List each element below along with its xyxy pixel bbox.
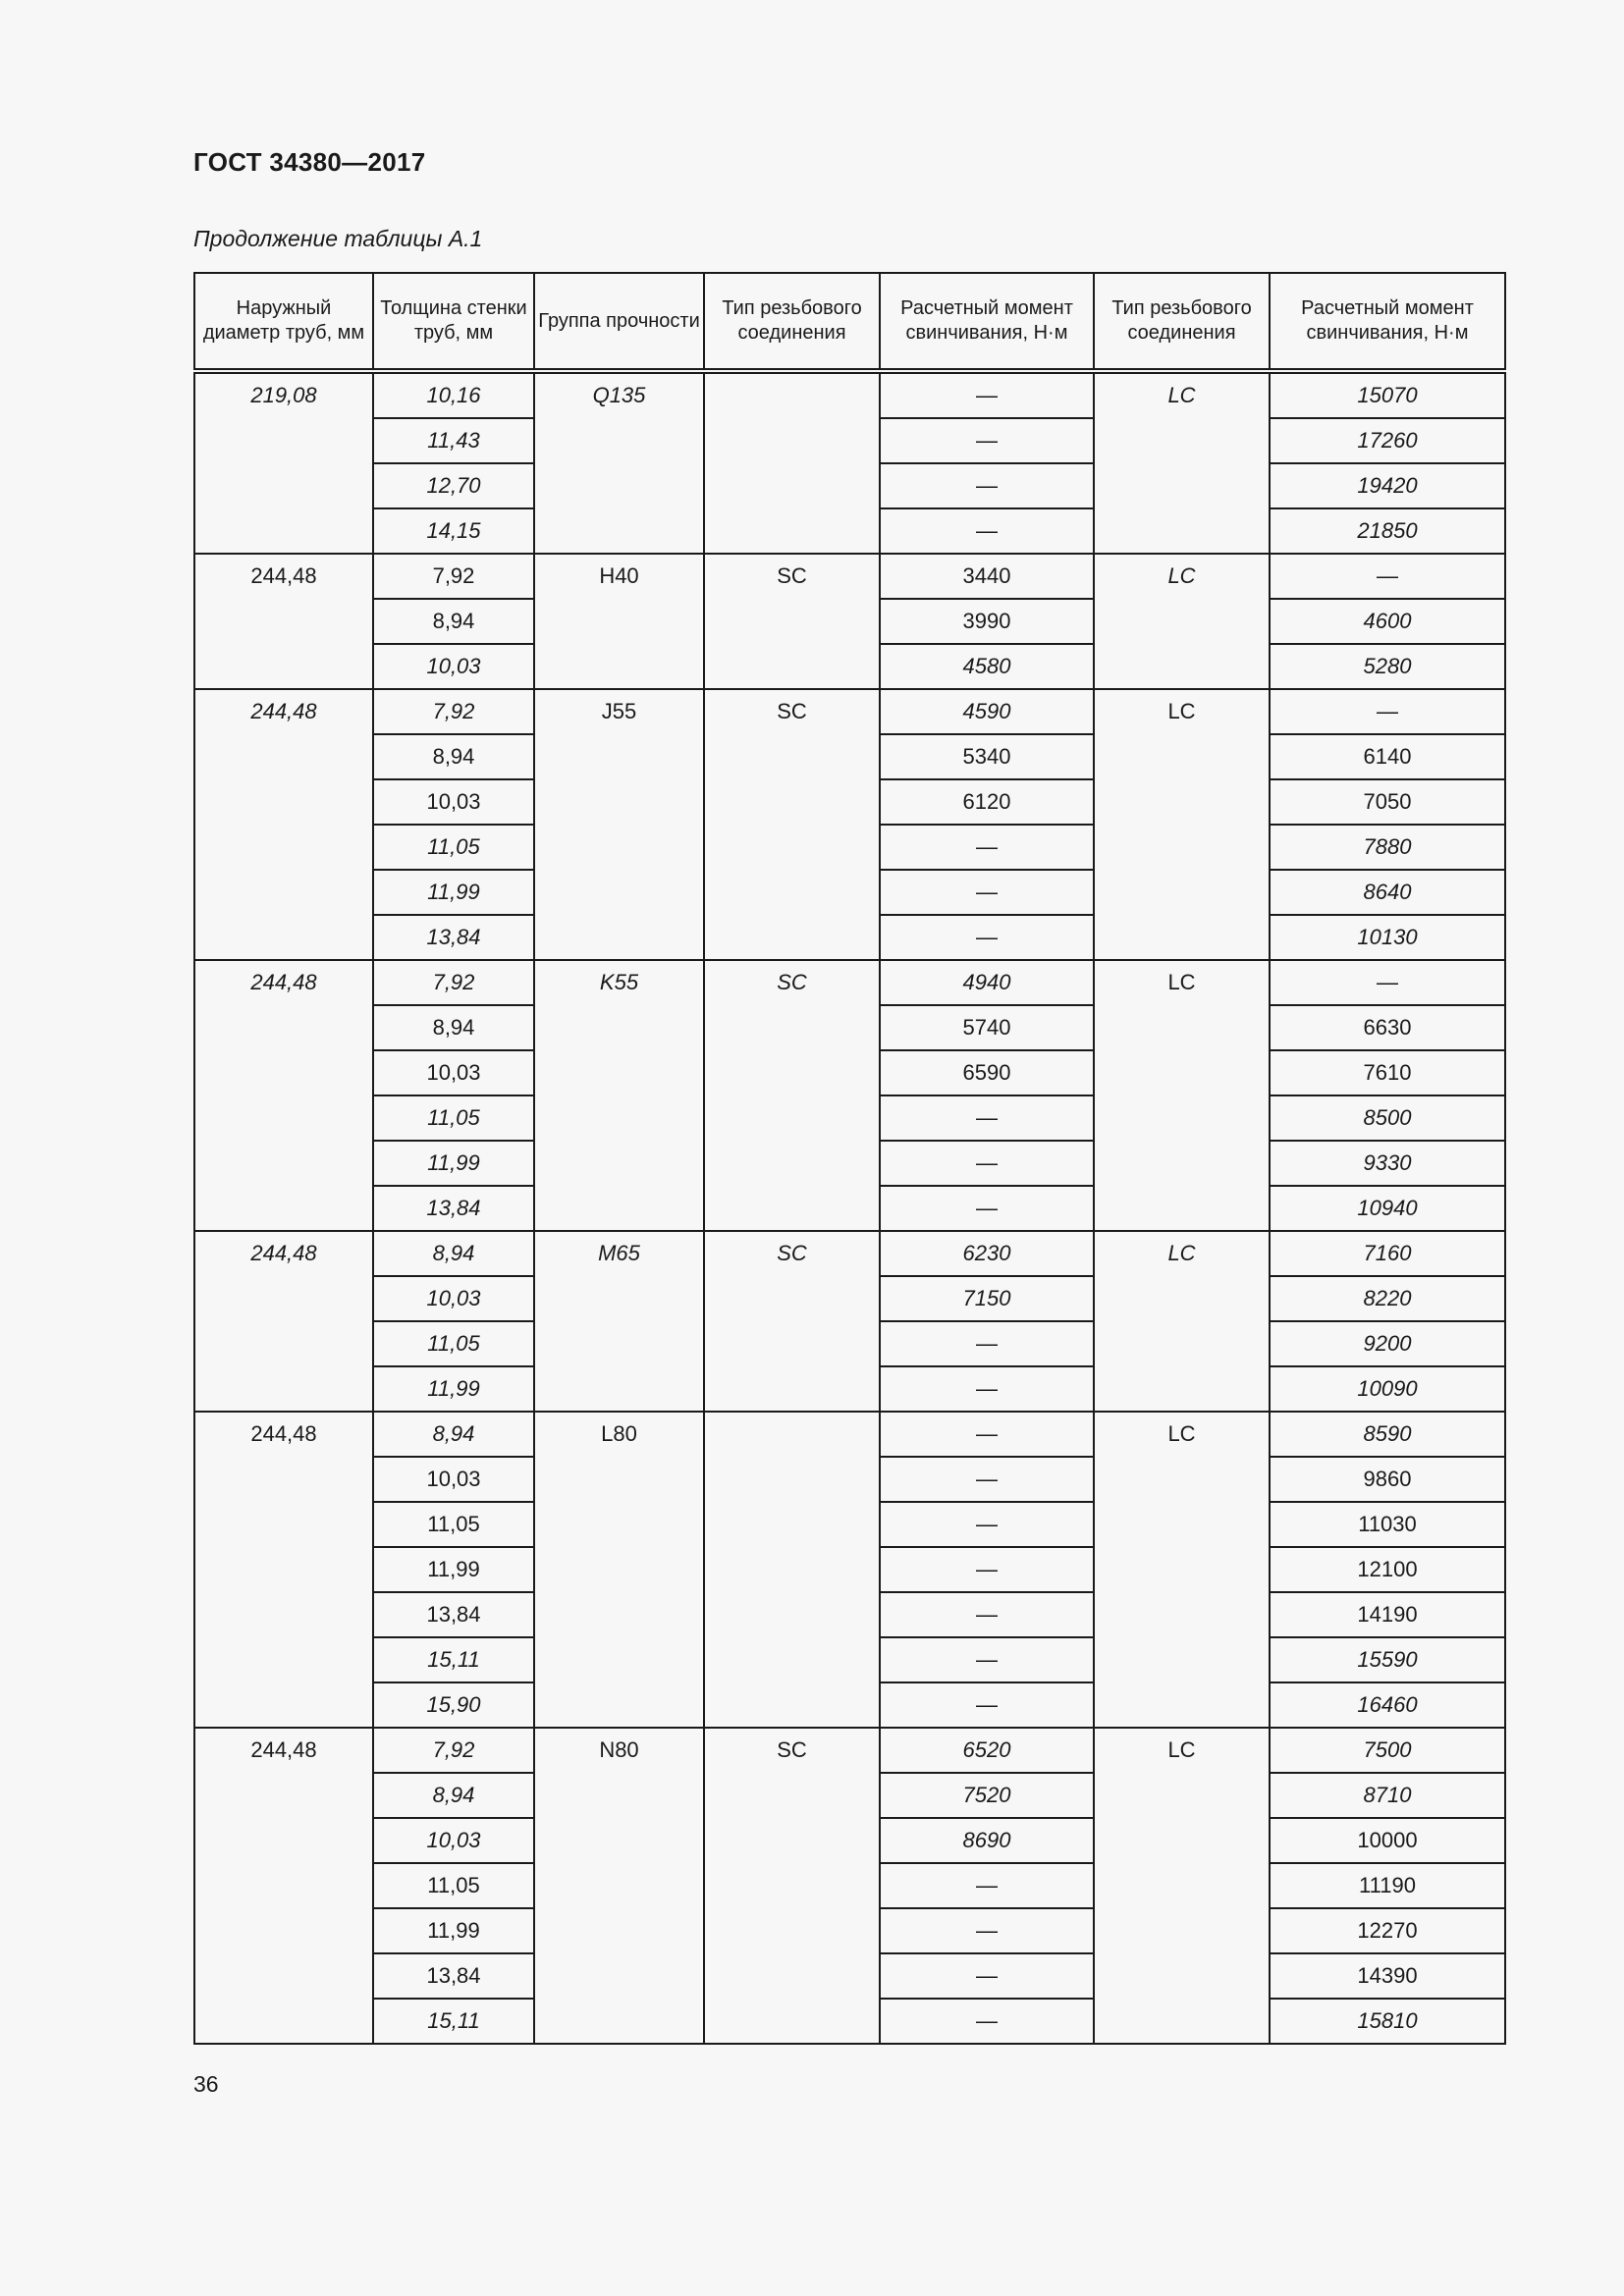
makeup-torque-2-cell: 12100: [1270, 1547, 1505, 1592]
wall-thickness-cell: 11,99: [373, 870, 534, 915]
thread-type-2-cell: LC: [1094, 960, 1270, 1231]
makeup-torque-1-cell: 7520: [880, 1773, 1094, 1818]
makeup-torque-1-cell: 6520: [880, 1728, 1094, 1773]
thread-type-1-cell: SC: [704, 960, 880, 1231]
makeup-torque-1-cell: —: [880, 1095, 1094, 1141]
makeup-torque-1-cell: —: [880, 1502, 1094, 1547]
wall-thickness-cell: 15,11: [373, 1999, 534, 2044]
wall-thickness-cell: 15,90: [373, 1682, 534, 1728]
table-row: [194, 1412, 1505, 1457]
makeup-torque-1-cell: —: [880, 870, 1094, 915]
wall-thickness-cell: 11,99: [373, 1908, 534, 1953]
makeup-torque-2-cell: 15070: [1270, 371, 1505, 418]
wall-thickness-cell: 14,15: [373, 508, 534, 554]
wall-thickness-cell: 10,16: [373, 371, 534, 418]
wall-thickness-cell: 8,94: [373, 599, 534, 644]
outer-diameter-cell: 244,48: [194, 1728, 373, 2044]
makeup-torque-2-cell: 21850: [1270, 508, 1505, 554]
thread-type-1-cell: SC: [704, 1728, 880, 2044]
makeup-torque-2-cell: 15590: [1270, 1637, 1505, 1682]
strength-grade-cell: J55: [534, 689, 704, 960]
makeup-torque-2-cell: 10090: [1270, 1366, 1505, 1412]
thread-type-2-cell: LC: [1094, 1412, 1270, 1728]
makeup-torque-2-cell: 4600: [1270, 599, 1505, 644]
makeup-torque-1-cell: —: [880, 1547, 1094, 1592]
makeup-torque-1-cell: —: [880, 371, 1094, 418]
thread-type-2-cell: LC: [1094, 1728, 1270, 2044]
thread-type-1-cell: SC: [704, 1231, 880, 1412]
makeup-torque-2-cell: 9330: [1270, 1141, 1505, 1186]
header-makeup-torque-2: Расчетный момент свинчивания, Н·м: [1270, 273, 1505, 371]
thread-type-2-cell: LC: [1094, 689, 1270, 960]
thread-type-1-cell: SC: [704, 554, 880, 689]
makeup-torque-1-cell: 3440: [880, 554, 1094, 599]
outer-diameter-cell: 244,48: [194, 554, 373, 689]
makeup-torque-2-cell: 8220: [1270, 1276, 1505, 1321]
makeup-torque-1-cell: —: [880, 1999, 1094, 2044]
makeup-torque-2-cell: 19420: [1270, 463, 1505, 508]
thread-type-2-cell: LC: [1094, 554, 1270, 689]
header-thread-type-2: Тип резьбового соединения: [1094, 273, 1270, 371]
thread-type-1-cell: [704, 371, 880, 554]
wall-thickness-cell: 8,94: [373, 1412, 534, 1457]
wall-thickness-cell: 11,99: [373, 1141, 534, 1186]
makeup-torque-2-cell: 12270: [1270, 1908, 1505, 1953]
makeup-torque-2-cell: 5280: [1270, 644, 1505, 689]
makeup-torque-1-cell: 3990: [880, 599, 1094, 644]
wall-thickness-cell: 10,03: [373, 1050, 534, 1095]
table-row: [194, 1728, 1505, 1773]
strength-grade-cell: Q135: [534, 371, 704, 554]
makeup-torque-2-cell: 6140: [1270, 734, 1505, 779]
makeup-torque-2-cell: 8590: [1270, 1412, 1505, 1457]
makeup-torque-2-cell: 15810: [1270, 1999, 1505, 2044]
makeup-torque-1-cell: 7150: [880, 1276, 1094, 1321]
makeup-torque-2-cell: —: [1270, 554, 1505, 599]
wall-thickness-cell: 7,92: [373, 960, 534, 1005]
makeup-torque-1-cell: —: [880, 915, 1094, 960]
makeup-torque-1-cell: —: [880, 1457, 1094, 1502]
wall-thickness-cell: 8,94: [373, 1231, 534, 1276]
wall-thickness-cell: 10,03: [373, 1457, 534, 1502]
makeup-torque-2-cell: 16460: [1270, 1682, 1505, 1728]
makeup-torque-2-cell: —: [1270, 960, 1505, 1005]
makeup-torque-1-cell: —: [880, 1321, 1094, 1366]
makeup-torque-1-cell: 4940: [880, 960, 1094, 1005]
makeup-torque-2-cell: 10940: [1270, 1186, 1505, 1231]
makeup-torque-2-cell: 6630: [1270, 1005, 1505, 1050]
makeup-torque-1-cell: —: [880, 508, 1094, 554]
strength-grade-cell: L80: [534, 1412, 704, 1728]
makeup-torque-1-cell: 6120: [880, 779, 1094, 825]
header-makeup-torque-1: Расчетный момент свинчивания, Н·м: [880, 273, 1094, 371]
makeup-torque-1-cell: —: [880, 825, 1094, 870]
strength-grade-cell: N80: [534, 1728, 704, 2044]
makeup-torque-2-cell: 10000: [1270, 1818, 1505, 1863]
makeup-torque-2-cell: 9200: [1270, 1321, 1505, 1366]
makeup-torque-2-cell: 14190: [1270, 1592, 1505, 1637]
makeup-torque-1-cell: —: [880, 1141, 1094, 1186]
header-strength-grade: Группа прочности: [534, 273, 704, 371]
makeup-torque-1-cell: —: [880, 1592, 1094, 1637]
wall-thickness-cell: 7,92: [373, 554, 534, 599]
wall-thickness-cell: 13,84: [373, 1953, 534, 1999]
strength-grade-cell: H40: [534, 554, 704, 689]
makeup-torque-2-cell: 9860: [1270, 1457, 1505, 1502]
wall-thickness-cell: 8,94: [373, 734, 534, 779]
makeup-torque-1-cell: —: [880, 1186, 1094, 1231]
makeup-torque-2-cell: 7050: [1270, 779, 1505, 825]
wall-thickness-cell: 11,43: [373, 418, 534, 463]
table-row: [194, 689, 1505, 734]
makeup-torque-2-cell: 11030: [1270, 1502, 1505, 1547]
makeup-torque-1-cell: 6590: [880, 1050, 1094, 1095]
makeup-torque-1-cell: —: [880, 1953, 1094, 1999]
makeup-torque-1-cell: —: [880, 418, 1094, 463]
outer-diameter-cell: 244,48: [194, 1412, 373, 1728]
makeup-torque-1-cell: 5340: [880, 734, 1094, 779]
table-row: [194, 1231, 1505, 1276]
wall-thickness-cell: 7,92: [373, 1728, 534, 1773]
makeup-torque-1-cell: —: [880, 1908, 1094, 1953]
wall-thickness-cell: 11,99: [373, 1547, 534, 1592]
wall-thickness-cell: 13,84: [373, 1592, 534, 1637]
header-thread-type-1: Тип резьбового соединения: [704, 273, 880, 371]
wall-thickness-cell: 11,05: [373, 825, 534, 870]
table-caption: Продолжение таблицы А.1: [193, 226, 483, 251]
wall-thickness-cell: 13,84: [373, 915, 534, 960]
makeup-torque-2-cell: 8710: [1270, 1773, 1505, 1818]
table-row: [194, 960, 1505, 1005]
torque-table: [193, 272, 1506, 2045]
wall-thickness-cell: 11,05: [373, 1863, 534, 1908]
header-outer-diameter: Наружный диаметр труб, мм: [194, 273, 373, 371]
makeup-torque-1-cell: 4590: [880, 689, 1094, 734]
makeup-torque-1-cell: —: [880, 1366, 1094, 1412]
table-row: [194, 371, 1505, 418]
makeup-torque-2-cell: 11190: [1270, 1863, 1505, 1908]
wall-thickness-cell: 8,94: [373, 1005, 534, 1050]
wall-thickness-cell: 10,03: [373, 779, 534, 825]
makeup-torque-1-cell: 4580: [880, 644, 1094, 689]
wall-thickness-cell: 10,03: [373, 644, 534, 689]
makeup-torque-1-cell: —: [880, 1637, 1094, 1682]
makeup-torque-2-cell: 7160: [1270, 1231, 1505, 1276]
table-header-row: [194, 273, 1505, 371]
wall-thickness-cell: 12,70: [373, 463, 534, 508]
page-number: 36: [193, 2071, 219, 2097]
strength-grade-cell: K55: [534, 960, 704, 1231]
wall-thickness-cell: 11,05: [373, 1502, 534, 1547]
makeup-torque-2-cell: 7610: [1270, 1050, 1505, 1095]
makeup-torque-1-cell: —: [880, 463, 1094, 508]
makeup-torque-2-cell: 8640: [1270, 870, 1505, 915]
makeup-torque-1-cell: —: [880, 1682, 1094, 1728]
makeup-torque-2-cell: 17260: [1270, 418, 1505, 463]
makeup-torque-2-cell: 7880: [1270, 825, 1505, 870]
document-title: ГОСТ 34380—2017: [193, 147, 426, 177]
outer-diameter-cell: 244,48: [194, 960, 373, 1231]
wall-thickness-cell: 11,05: [373, 1321, 534, 1366]
table-row: [194, 554, 1505, 599]
thread-type-2-cell: LC: [1094, 1231, 1270, 1412]
wall-thickness-cell: 11,99: [373, 1366, 534, 1412]
makeup-torque-1-cell: —: [880, 1863, 1094, 1908]
thread-type-1-cell: SC: [704, 689, 880, 960]
wall-thickness-cell: 8,94: [373, 1773, 534, 1818]
outer-diameter-cell: 244,48: [194, 689, 373, 960]
makeup-torque-2-cell: 7500: [1270, 1728, 1505, 1773]
outer-diameter-cell: 244,48: [194, 1231, 373, 1412]
wall-thickness-cell: 11,05: [373, 1095, 534, 1141]
wall-thickness-cell: 10,03: [373, 1818, 534, 1863]
thread-type-1-cell: [704, 1412, 880, 1728]
header-wall-thickness: Толщина стенки труб, мм: [373, 273, 534, 371]
makeup-torque-1-cell: 8690: [880, 1818, 1094, 1863]
wall-thickness-cell: 10,03: [373, 1276, 534, 1321]
thread-type-2-cell: LC: [1094, 371, 1270, 554]
strength-grade-cell: M65: [534, 1231, 704, 1412]
makeup-torque-2-cell: 8500: [1270, 1095, 1505, 1141]
makeup-torque-2-cell: —: [1270, 689, 1505, 734]
wall-thickness-cell: 7,92: [373, 689, 534, 734]
makeup-torque-1-cell: —: [880, 1412, 1094, 1457]
makeup-torque-2-cell: 14390: [1270, 1953, 1505, 1999]
wall-thickness-cell: 15,11: [373, 1637, 534, 1682]
makeup-torque-2-cell: 10130: [1270, 915, 1505, 960]
makeup-torque-1-cell: 5740: [880, 1005, 1094, 1050]
makeup-torque-1-cell: 6230: [880, 1231, 1094, 1276]
wall-thickness-cell: 13,84: [373, 1186, 534, 1231]
outer-diameter-cell: 219,08: [194, 371, 373, 554]
